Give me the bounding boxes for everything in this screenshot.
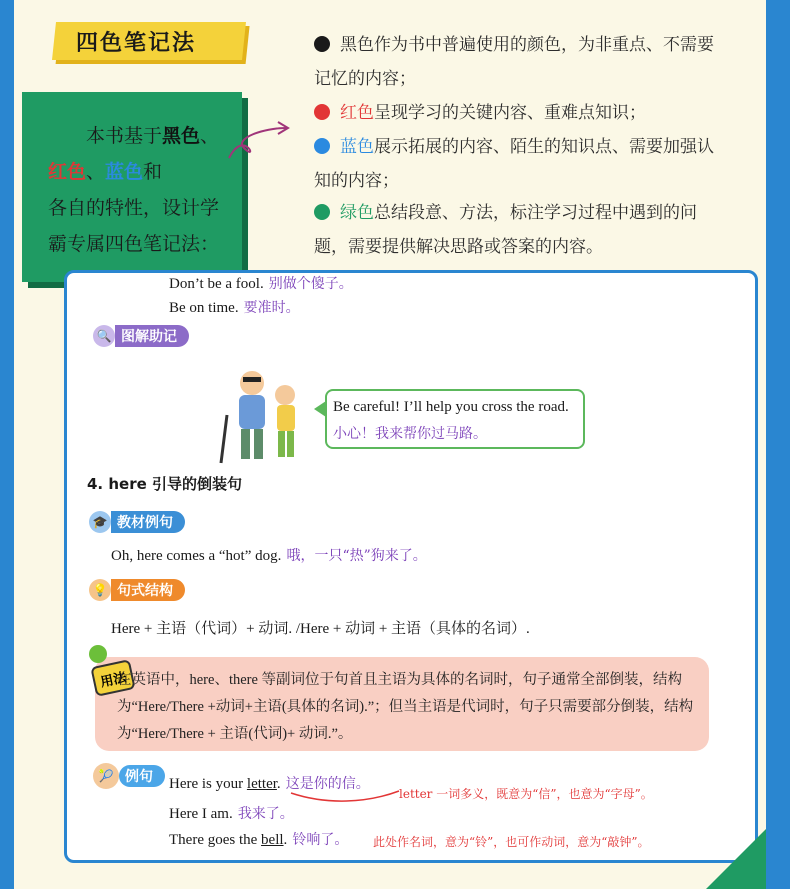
green-dot-icon [314,204,330,220]
example-3-underlined: bell [261,832,284,848]
example-1-en: Here is your [169,776,247,792]
usage-text: 在英语中，here、there 等副词位于句首且主语为具体的名词时，句子通常全部倒装，结构为“Here/There +动词+主语(具体的名词).”；但当主语是代词时，句子只需要部分倒装，结构为“Here/There + 主语(代词)+ 动词.”。 [117,672,694,742]
rule-blue-text: 展示拓展的内容、陌生的知识点、需要加强认知的内容； [314,137,714,191]
top-line-2-en: Be on time. [169,300,239,316]
rule-green-keyword: 绿色 [340,203,374,223]
textbook-example [111,545,427,565]
intro-rest: 各自的特性，设计学霸专属四色笔记法： [48,197,220,255]
example-1-underlined: letter [246,776,277,792]
intro-text [48,118,233,262]
note-letter: letter 一词多义，既意为“信”，也意为“字母”。 [399,787,653,801]
example-3-zh: 铃响了。 [292,832,349,848]
illustration-crossing-road [217,365,317,465]
example-2-zh: 我来了。 [237,806,294,822]
intro-black: 黑色 [162,125,201,147]
rule-red-keyword: 红色 [340,103,374,123]
structure-formula: Here + 主语（代词）+ 动词. /Here + 动词 + 主语（具体的名词）. [111,621,530,637]
annotation-arrow-letter [287,783,417,807]
textbook-example-en: Oh, here comes a “hot” dog. [111,548,282,564]
tag-structure [89,579,185,601]
example-3-en: There goes the [169,832,262,848]
intro-blue: 蓝色 [105,161,144,183]
example-1-punct: . [276,776,281,792]
example-3-punct: . [283,832,288,848]
top-line-2-zh: 要准时。 [243,300,300,316]
red-dot-icon [314,104,330,120]
tag-example-label: 例句 [119,765,165,787]
rule-black-text: 黑色作为书中普遍使用的颜色，为非重点、不需要记忆的内容； [314,35,714,89]
intro-sep1: 、 [200,125,220,147]
tag-textbook [89,511,185,533]
textbook-example-zh: 哦，一只“热”狗来了。 [286,548,427,564]
bubble-zh: 小心！我来帮你过马路。 [333,426,487,442]
tag-textbook-label: 教材例句 [111,511,185,533]
tag-example [93,763,165,789]
rule-blue [314,130,714,198]
intro-red: 红色 [48,161,87,183]
pencil-corner-decoration [706,809,766,889]
example-2-en: Here I am. [169,806,233,822]
top-line-1 [169,273,353,293]
intro-sep2: 、 [86,161,106,183]
black-dot-icon [314,36,330,52]
page [14,0,766,889]
speech-bubble [325,389,585,449]
example-1-zh: 这是你的信。 [285,776,370,792]
curved-arrow-icon [224,118,294,168]
intro-and: 和 [143,161,163,183]
tennis-kid-icon: 🎾 [93,763,119,789]
blue-dot-icon [314,138,330,154]
clover-icon [89,645,107,663]
page-title: 四色笔记法 [76,31,197,56]
note-bell: 此处作名词，意为“铃”，也可作动词，意为“敲钟”。 [373,835,650,849]
magnifier-icon: 🔍 [93,325,115,347]
tag-memory [93,325,189,347]
rule-green-text: 总结段意、方法，标注学习过程中遇到的问题，需要提供解决思路或答案的内容。 [314,203,697,257]
content-panel [64,270,758,863]
lightbulb-icon: 💡 [89,579,111,601]
bubble-en: Be careful! I’ll help you cross the road. [333,399,569,415]
rule-green [314,196,714,264]
example-2 [169,803,294,823]
top-line-1-zh: 别做个傻子。 [268,276,353,292]
tag-structure-label: 句式结构 [111,579,185,601]
rule-black [314,28,714,96]
top-line-2 [169,297,300,317]
tag-memory-label: 图解助记 [115,325,189,347]
graduate-icon: 🎓 [89,511,111,533]
example-3 [169,829,348,849]
rule-blue-keyword: 蓝色 [340,137,374,157]
intro-prefix: 本书基于 [86,125,163,147]
rule-red [314,96,714,130]
rule-red-text: 呈现学习的关键内容、重难点知识； [374,103,646,123]
section-heading: 4. here 引导的倒装句 [87,475,243,493]
top-line-1-en: Don’t be a fool. [169,276,264,292]
usage-label: 用法 [90,659,135,697]
